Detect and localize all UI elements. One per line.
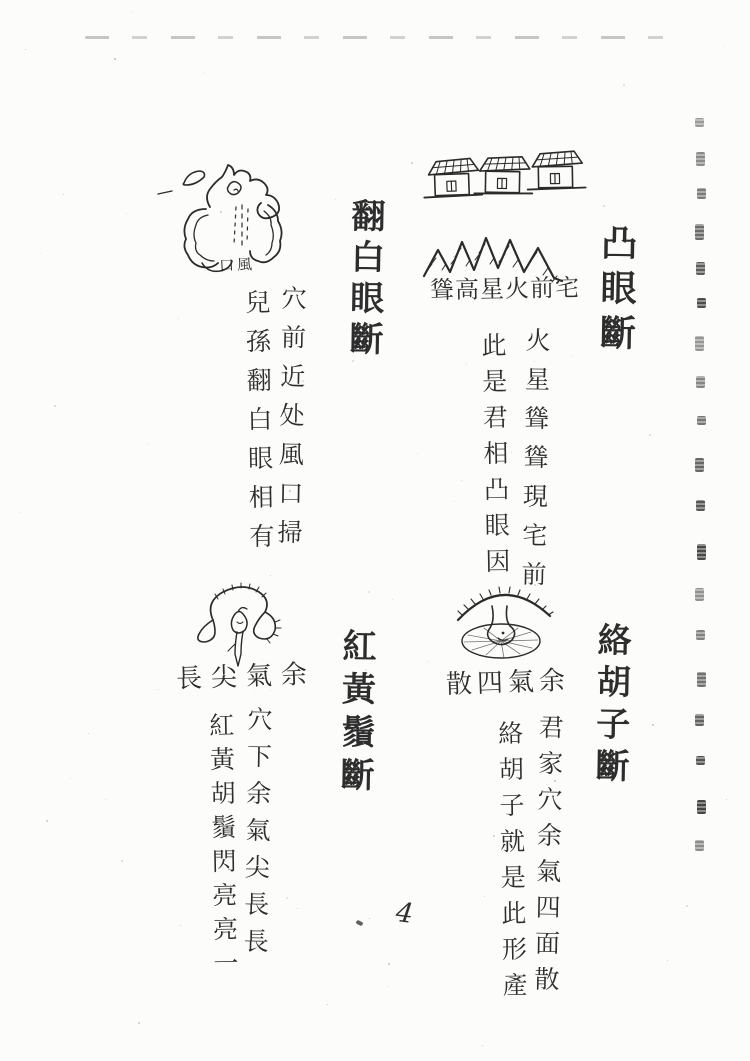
section-title-hong-huang-xu: 紅黃鬚斷: [333, 627, 377, 801]
paper-speck: [461, 480, 462, 481]
figure-arc-canopy-mound: [448, 580, 566, 675]
ink-speck: [355, 920, 363, 927]
section-title-fan-bai-yan: 翻白眼斷: [342, 197, 386, 363]
section-title-tu-yan: 凸眼斷: [593, 223, 639, 360]
binding-mark: [695, 224, 704, 240]
paper-speck: [114, 58, 116, 60]
paper-speck: [368, 591, 370, 593]
paper-speck: [623, 84, 625, 86]
binding-mark: [695, 118, 704, 127]
binding-mark: [696, 500, 705, 511]
paper-speck: [686, 905, 688, 907]
paper-speck: [186, 670, 187, 671]
binding-mark: [697, 544, 706, 560]
paper-speck: [365, 669, 367, 671]
paper-speck: [698, 300, 699, 301]
paper-speck: [484, 896, 485, 897]
paper-speck: [262, 659, 263, 660]
paper-speck: [178, 318, 179, 319]
paper-speck: [482, 1045, 483, 1046]
caption-hong-huang: 長尖氣余: [175, 659, 317, 695]
binding-mark: [695, 336, 704, 351]
paper-speck: [126, 213, 127, 214]
paper-speck: [493, 835, 495, 837]
paper-speck: [453, 256, 454, 257]
binding-mark: [695, 714, 704, 726]
paper-speck: [667, 960, 668, 961]
binding-mark: [697, 800, 706, 814]
verse-column: 穴前近处風口掃: [273, 284, 308, 559]
verse-column: 火星聳聳現宅前: [517, 326, 552, 601]
paper-speck: [302, 380, 304, 382]
figure-sprout-long-stem: [185, 578, 300, 673]
paper-speck: [249, 794, 251, 796]
binding-mark: [696, 756, 705, 765]
binding-mark: [695, 458, 704, 472]
paper-speck: [369, 918, 370, 919]
paper-speck: [603, 205, 605, 207]
fold-crease-dashed-line: [85, 36, 675, 39]
paper-speck: [649, 434, 651, 436]
paper-speck: [286, 897, 288, 899]
paper-speck: [528, 486, 529, 487]
caption-tu-yan: 聳高星火前宅: [429, 273, 581, 305]
paper-speck: [204, 72, 205, 73]
paper-speck: [46, 820, 48, 822]
paper-speck: [220, 211, 222, 213]
paper-speck: [222, 830, 224, 832]
binding-mark: [697, 188, 706, 199]
paper-speck: [20, 512, 21, 513]
paper-speck: [158, 689, 159, 690]
paper-speck: [40, 253, 41, 254]
binding-mark: [696, 376, 705, 388]
section-title-luo-hu-zi: 絡胡子斷: [588, 621, 632, 791]
paper-speck: [511, 452, 512, 453]
paper-speck: [411, 162, 413, 164]
paper-speck: [270, 575, 271, 576]
paper-speck: [180, 925, 181, 926]
paper-speck: [289, 490, 291, 492]
paper-speck: [703, 539, 704, 540]
paper-speck: [138, 1022, 140, 1024]
binding-mark: [695, 588, 704, 601]
verse-column: 兒孫翻白眼相有: [241, 288, 276, 563]
paper-speck: [466, 363, 467, 364]
binding-mark: [695, 840, 704, 851]
figure-three-houses: [420, 150, 600, 208]
paper-speck: [417, 453, 418, 454]
verse-column: 紅黃胡鬚閃亮亮一: [205, 711, 240, 985]
verse-column: 君家穴余氣四面散: [530, 713, 565, 1003]
paper-speck: [270, 690, 271, 691]
verse-column: 絡胡子就是此形產: [494, 719, 529, 1009]
paper-speck: [572, 355, 573, 356]
verse-column: 此是君相凸眼因: [477, 331, 512, 585]
paper-speck: [454, 501, 455, 502]
binding-mark: [696, 262, 705, 275]
paper-speck: [372, 227, 373, 228]
paper-speck: [352, 360, 354, 362]
paper-speck: [335, 199, 336, 200]
verse-column: 穴下余氣尖長長: [239, 705, 274, 966]
paper-speck: [131, 12, 132, 13]
paper-speck: [726, 799, 727, 800]
paper-speck: [63, 194, 64, 195]
paper-speck: [105, 799, 106, 800]
binding-mark: [696, 630, 705, 640]
paper-speck: [54, 405, 56, 407]
paper-speck: [388, 963, 390, 965]
paper-speck: [392, 599, 393, 600]
paper-speck: [327, 1004, 328, 1005]
paper-speck: [25, 49, 26, 50]
paper-speck: [516, 956, 518, 958]
page-number: 4: [394, 897, 416, 930]
paper-speck: [297, 908, 298, 909]
paper-speck: [554, 780, 556, 782]
figure-label-wind-gap: 口風: [218, 255, 256, 275]
binding-mark: [697, 672, 706, 687]
paper-speck: [427, 661, 428, 662]
paper-speck: [70, 778, 71, 779]
paper-speck: [724, 46, 725, 47]
paper-speck: [254, 693, 255, 694]
paper-speck: [121, 860, 123, 862]
caption-luo-hu-zi: 散四氣余: [445, 665, 571, 701]
paper-speck: [509, 759, 511, 761]
binding-mark: [696, 152, 705, 166]
paper-speck: [631, 325, 633, 327]
paper-speck: [147, 443, 148, 444]
paper-speck: [534, 361, 535, 362]
paper-speck: [652, 724, 654, 726]
paper-speck: [88, 733, 89, 734]
paper-speck: [387, 986, 388, 987]
paper-speck: [534, 584, 536, 586]
binding-mark: [697, 416, 706, 425]
